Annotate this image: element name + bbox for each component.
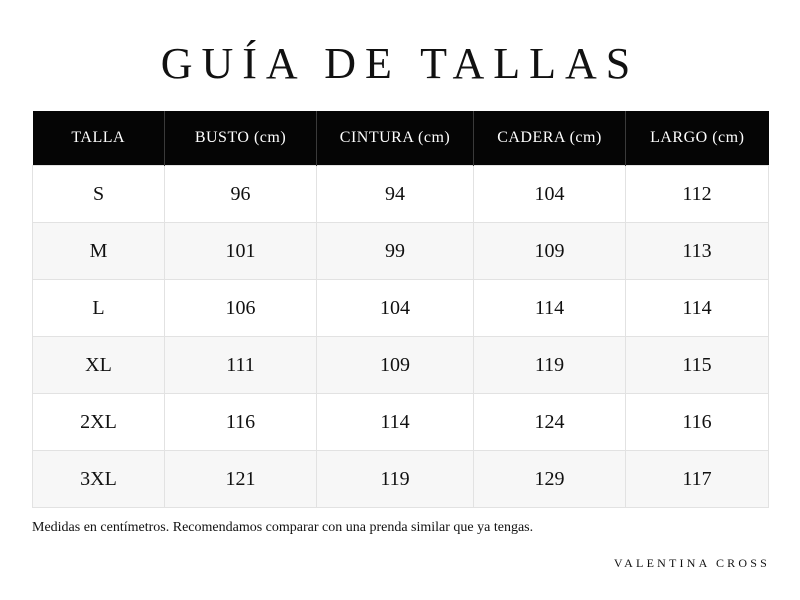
column-header-cintura: CINTURA (cm) <box>317 111 474 166</box>
table-cell-bust: 101 <box>165 223 317 280</box>
table-cell-hip: 129 <box>474 451 626 508</box>
table-row <box>33 166 769 223</box>
page-title: GUÍA DE TALLAS <box>160 39 640 88</box>
table-cell-size: S <box>33 166 165 223</box>
table-cell-length: 117 <box>626 451 769 508</box>
table-cell-waist: 119 <box>317 451 474 508</box>
table-cell-hip: 109 <box>474 223 626 280</box>
column-header-largo: LARGO (cm) <box>626 111 769 166</box>
table-cell-size: 2XL <box>33 394 165 451</box>
table-cell-length: 113 <box>626 223 769 280</box>
column-header-busto: BUSTO (cm) <box>165 111 317 166</box>
table-cell-size: 3XL <box>33 451 165 508</box>
size-table <box>32 111 769 508</box>
table-cell-length: 116 <box>626 394 769 451</box>
table-cell-waist: 94 <box>317 166 474 223</box>
table-cell-bust: 116 <box>165 394 317 451</box>
table-cell-hip: 124 <box>474 394 626 451</box>
table-cell-bust: 106 <box>165 280 317 337</box>
table-cell-waist: 114 <box>317 394 474 451</box>
table-row <box>33 223 769 280</box>
column-header-cadera: CADERA (cm) <box>474 111 626 166</box>
table-cell-hip: 114 <box>474 280 626 337</box>
table-row <box>33 280 769 337</box>
table-row <box>33 451 769 508</box>
table-cell-length: 112 <box>626 166 769 223</box>
table-cell-bust: 96 <box>165 166 317 223</box>
table-cell-bust: 111 <box>165 337 317 394</box>
table-cell-waist: 104 <box>317 280 474 337</box>
table-cell-hip: 119 <box>474 337 626 394</box>
table-cell-size: L <box>33 280 165 337</box>
table-cell-hip: 104 <box>474 166 626 223</box>
table-cell-length: 114 <box>626 280 769 337</box>
table-row <box>33 337 769 394</box>
table-cell-bust: 121 <box>165 451 317 508</box>
table-header-row <box>33 111 769 166</box>
table-cell-length: 115 <box>626 337 769 394</box>
column-header-talla: TALLA <box>33 111 165 166</box>
table-cell-size: M <box>33 223 165 280</box>
brand-name: VALENTINA CROSS <box>613 556 770 570</box>
table-cell-size: XL <box>33 337 165 394</box>
table-cell-waist: 109 <box>317 337 474 394</box>
table-cell-waist: 99 <box>317 223 474 280</box>
table-row <box>33 394 769 451</box>
measurement-note: Medidas en centímetros. Recomendamos comparar con una prenda similar que ya tengas. <box>32 520 534 535</box>
